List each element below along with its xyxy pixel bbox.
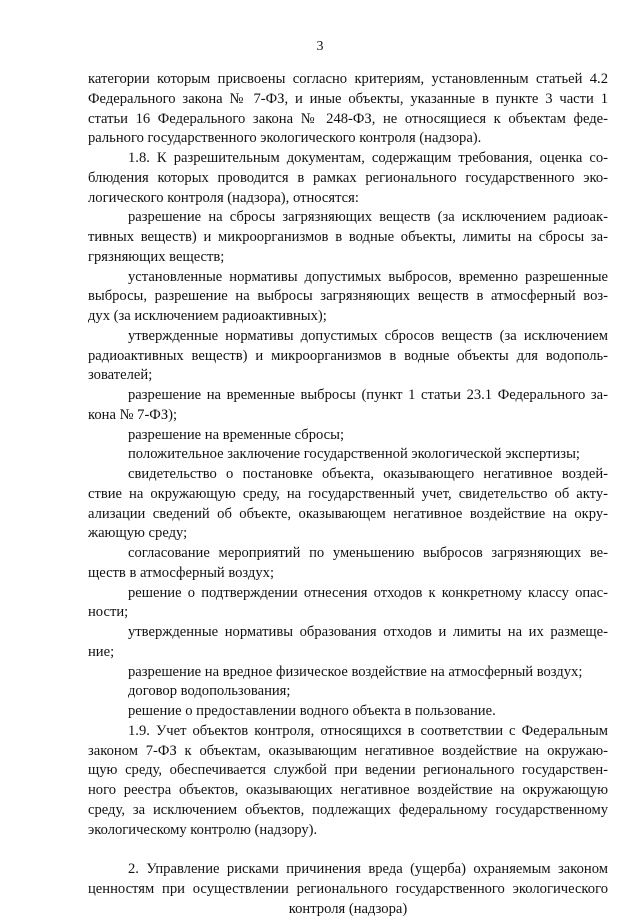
text-line: свидетельство о постановке объекта, оказывающего негативное воздей- — [88, 465, 608, 485]
text-line: 2. Управление рисками причинения вреда (ущерба) охраняемым законом — [88, 860, 608, 880]
text-line: согласование мероприятий по уменьшению выбросов загрязняющих ве- — [88, 544, 608, 564]
text-line: дух (за исключением радиоактивных); — [88, 307, 608, 327]
text-line: тивных веществ) и микроорганизмов в водные объекты, лимиты на сбросы за- — [88, 228, 608, 248]
text-line: разрешение на сбросы загрязняющих веществ (за исключением радиоак- — [88, 208, 608, 228]
text-line: грязняющих веществ; — [88, 248, 608, 268]
text-line: ализации сведений об объекте, оказывающем негативное воздействие на окру- — [88, 505, 608, 525]
section-gap — [88, 840, 608, 860]
text-line: положительное заключение государственной экологической экспертизы; — [88, 445, 608, 465]
text-line: ценностям при осуществлении регионального государственного экологического — [88, 880, 608, 900]
text-line: Федерального закона № 7-ФЗ, и иные объекты, указанные в пункте 3 части 1 — [88, 90, 608, 110]
text-line: блюдения которых проводится в рамках регионального государственного эко- — [88, 169, 608, 189]
text-line: договор водопользования; — [88, 682, 608, 702]
document-body — [88, 70, 608, 919]
text-line: 1.9. Учет объектов контроля, относящихся в соответствии с Федеральным — [88, 722, 608, 742]
text-line: решение о предоставлении водного объекта в пользование. — [88, 702, 608, 722]
text-line: ности; — [88, 603, 608, 623]
text-line: утвержденные нормативы образования отходов и лимиты на их размеще- — [88, 623, 608, 643]
text-line: кона № 7-ФЗ); — [88, 406, 608, 426]
text-line: экологическому контролю (надзору). — [88, 821, 608, 841]
text-line: 1.8. К разрешительным документам, содержащим требования, оценка со- — [88, 149, 608, 169]
text-line: рального государственного экологического контроля (надзора). — [88, 129, 608, 149]
text-line: законом 7-ФЗ к объектам, оказывающим негативное воздействие на окружаю- — [88, 742, 608, 762]
text-line: утвержденные нормативы допустимых сбросов веществ (за исключением — [88, 327, 608, 347]
text-line: жающую среду; — [88, 524, 608, 544]
text-line: логического контроля (надзора), относятся: — [88, 189, 608, 209]
text-line: радиоактивных веществ) и микроорганизмов в водные объекты для водополь- — [88, 347, 608, 367]
text-line: категории которым присвоены согласно критериям, установленным статьей 4.2 — [88, 70, 608, 90]
text-line: среду, за исключением объектов, подлежащих федеральному государственному — [88, 801, 608, 821]
page-number: 3 — [0, 38, 640, 56]
text-line: разрешение на вредное физическое воздействие на атмосферный воздух; — [88, 663, 608, 683]
text-line: установленные нормативы допустимых выбросов, временно разрешенные — [88, 268, 608, 288]
text-line: ствие на окружающую среду, на государственный учет, свидетельство об акту- — [88, 485, 608, 505]
text-line: ществ в атмосферный воздух; — [88, 564, 608, 584]
text-line: контроля (надзора) — [88, 900, 608, 919]
text-line: щую среду, обеспечивается службой при ведении регионального государствен- — [88, 761, 608, 781]
text-line: зователей; — [88, 366, 608, 386]
text-line: статьи 16 Федерального закона № 248-ФЗ, не относящиеся к объектам феде- — [88, 110, 608, 130]
text-line: решение о подтверждении отнесения отходов к конкретному классу опас- — [88, 584, 608, 604]
text-line: ние; — [88, 643, 608, 663]
text-line: выбросы, разрешение на выбросы загрязняющих веществ в атмосферный воз- — [88, 287, 608, 307]
text-line: разрешение на временные выбросы (пункт 1 статьи 23.1 Федерального за- — [88, 386, 608, 406]
text-line: разрешение на временные сбросы; — [88, 426, 608, 446]
text-line: ного реестра объектов, оказывающих негативное воздействие на окружающую — [88, 781, 608, 801]
